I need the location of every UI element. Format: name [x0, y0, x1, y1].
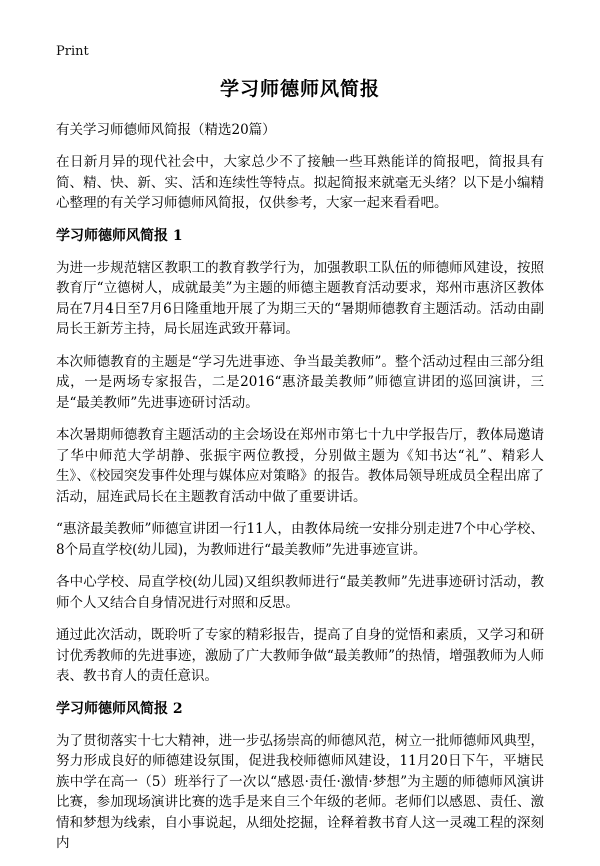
document-subtitle: 有关学习师德师风简报（精选20篇） — [56, 122, 276, 138]
section-heading-1: 学习师德师风简报 1 — [56, 227, 183, 244]
intro-paragraph: 在日新月异的现代社会中，大家总少不了接触一些耳熟能详的简报吧，简报具有简、精、快、新、实、活和连续性等特点。拟起简报来就毫无头绪？以下是小编精心整理的有关学习师德师风简报，仅供参考，大家一起来看看吧。 — [56, 154, 544, 211]
print-link[interactable]: Print — [56, 44, 89, 59]
section-1-paragraph-1: 为进一步规范辖区教职工的教育教学行为，加强教职工队伍的师德师风建设，按照教育厅“立德树人，成就最美”为主题的师德主题教育活动要求，郑州市惠济区教体局在7月4日至7月6日隆重地开展了为期三天的“暑期师德教育主题活动。活动由副局长王新芳主持，局长屈连武致开幕词。 — [56, 259, 544, 337]
section-1-paragraph-5: 各中心学校、局直学校(幼儿园)又组织教师进行“最美教师”先进事迹研讨活动，教师个人又结合自身情况进行对照和反思。 — [56, 574, 544, 611]
section-1-paragraph-6: 通过此次活动，既聆听了专家的精彩报告，提高了自身的觉悟和素质，又学习和研讨优秀教师的先进事迹，激励了广大教师争做“最美教师”的热情，增强教师为人师表、教书育人的责任意识。 — [56, 627, 544, 684]
section-1-paragraph-3: 本次暑期师德教育主题活动的主会场设在郑州市第七十九中学报告厅，教体局邀请了华中师范大学胡静、张振宇两位教授，分别做主题为《知书达“礼”、精彩人生》、《校园突发事件处理与媒体应对策略》的报告。教体局领导班成员全程出席了活动，屈连武局长在主题教育活动中做了重要讲话。 — [56, 427, 544, 505]
document-body — [56, 120, 544, 866]
section-1-paragraph-2: 本次师德教育的主题是“学习先进事迹、争当最美教师”。整个活动过程由三部分组成，一是两场专家报告，二是2016“惠济最美教师”师德宣讲团的巡回演讲，三是“最美教师”先进事迹研讨活动。 — [56, 353, 544, 411]
section-1-paragraph-4: “惠济最美教师”师德宣讲团一行11人，由教体局统一安排分别走进7个中心学校、8个局直学校(幼儿园)，为教师进行“最美教师”先进事迹宣讲。 — [56, 521, 544, 558]
document-title: 学习师德师风简报 — [219, 78, 380, 100]
section-2-paragraph-1: 为了贯彻落实十七大精神，进一步弘扬崇高的师德风范，树立一批师德师风典型，努力形成良好的师德建设氛围，促进我校师德师风建设，11月20日下午，平塘民族中学在高一（5）班举行了一次以“感恩·责任·激情·梦想”为主题的师德师风演讲比赛，参加现场演讲比赛的选手是来自三个年级的老师。老师们以感恩、责任、激情和梦想为线索，自小事说起，从细处挖掘，诠释着教书育人这一灵魂工程的深刻内 — [56, 732, 544, 851]
section-heading-2: 学习师德师风简报 2 — [56, 700, 183, 717]
